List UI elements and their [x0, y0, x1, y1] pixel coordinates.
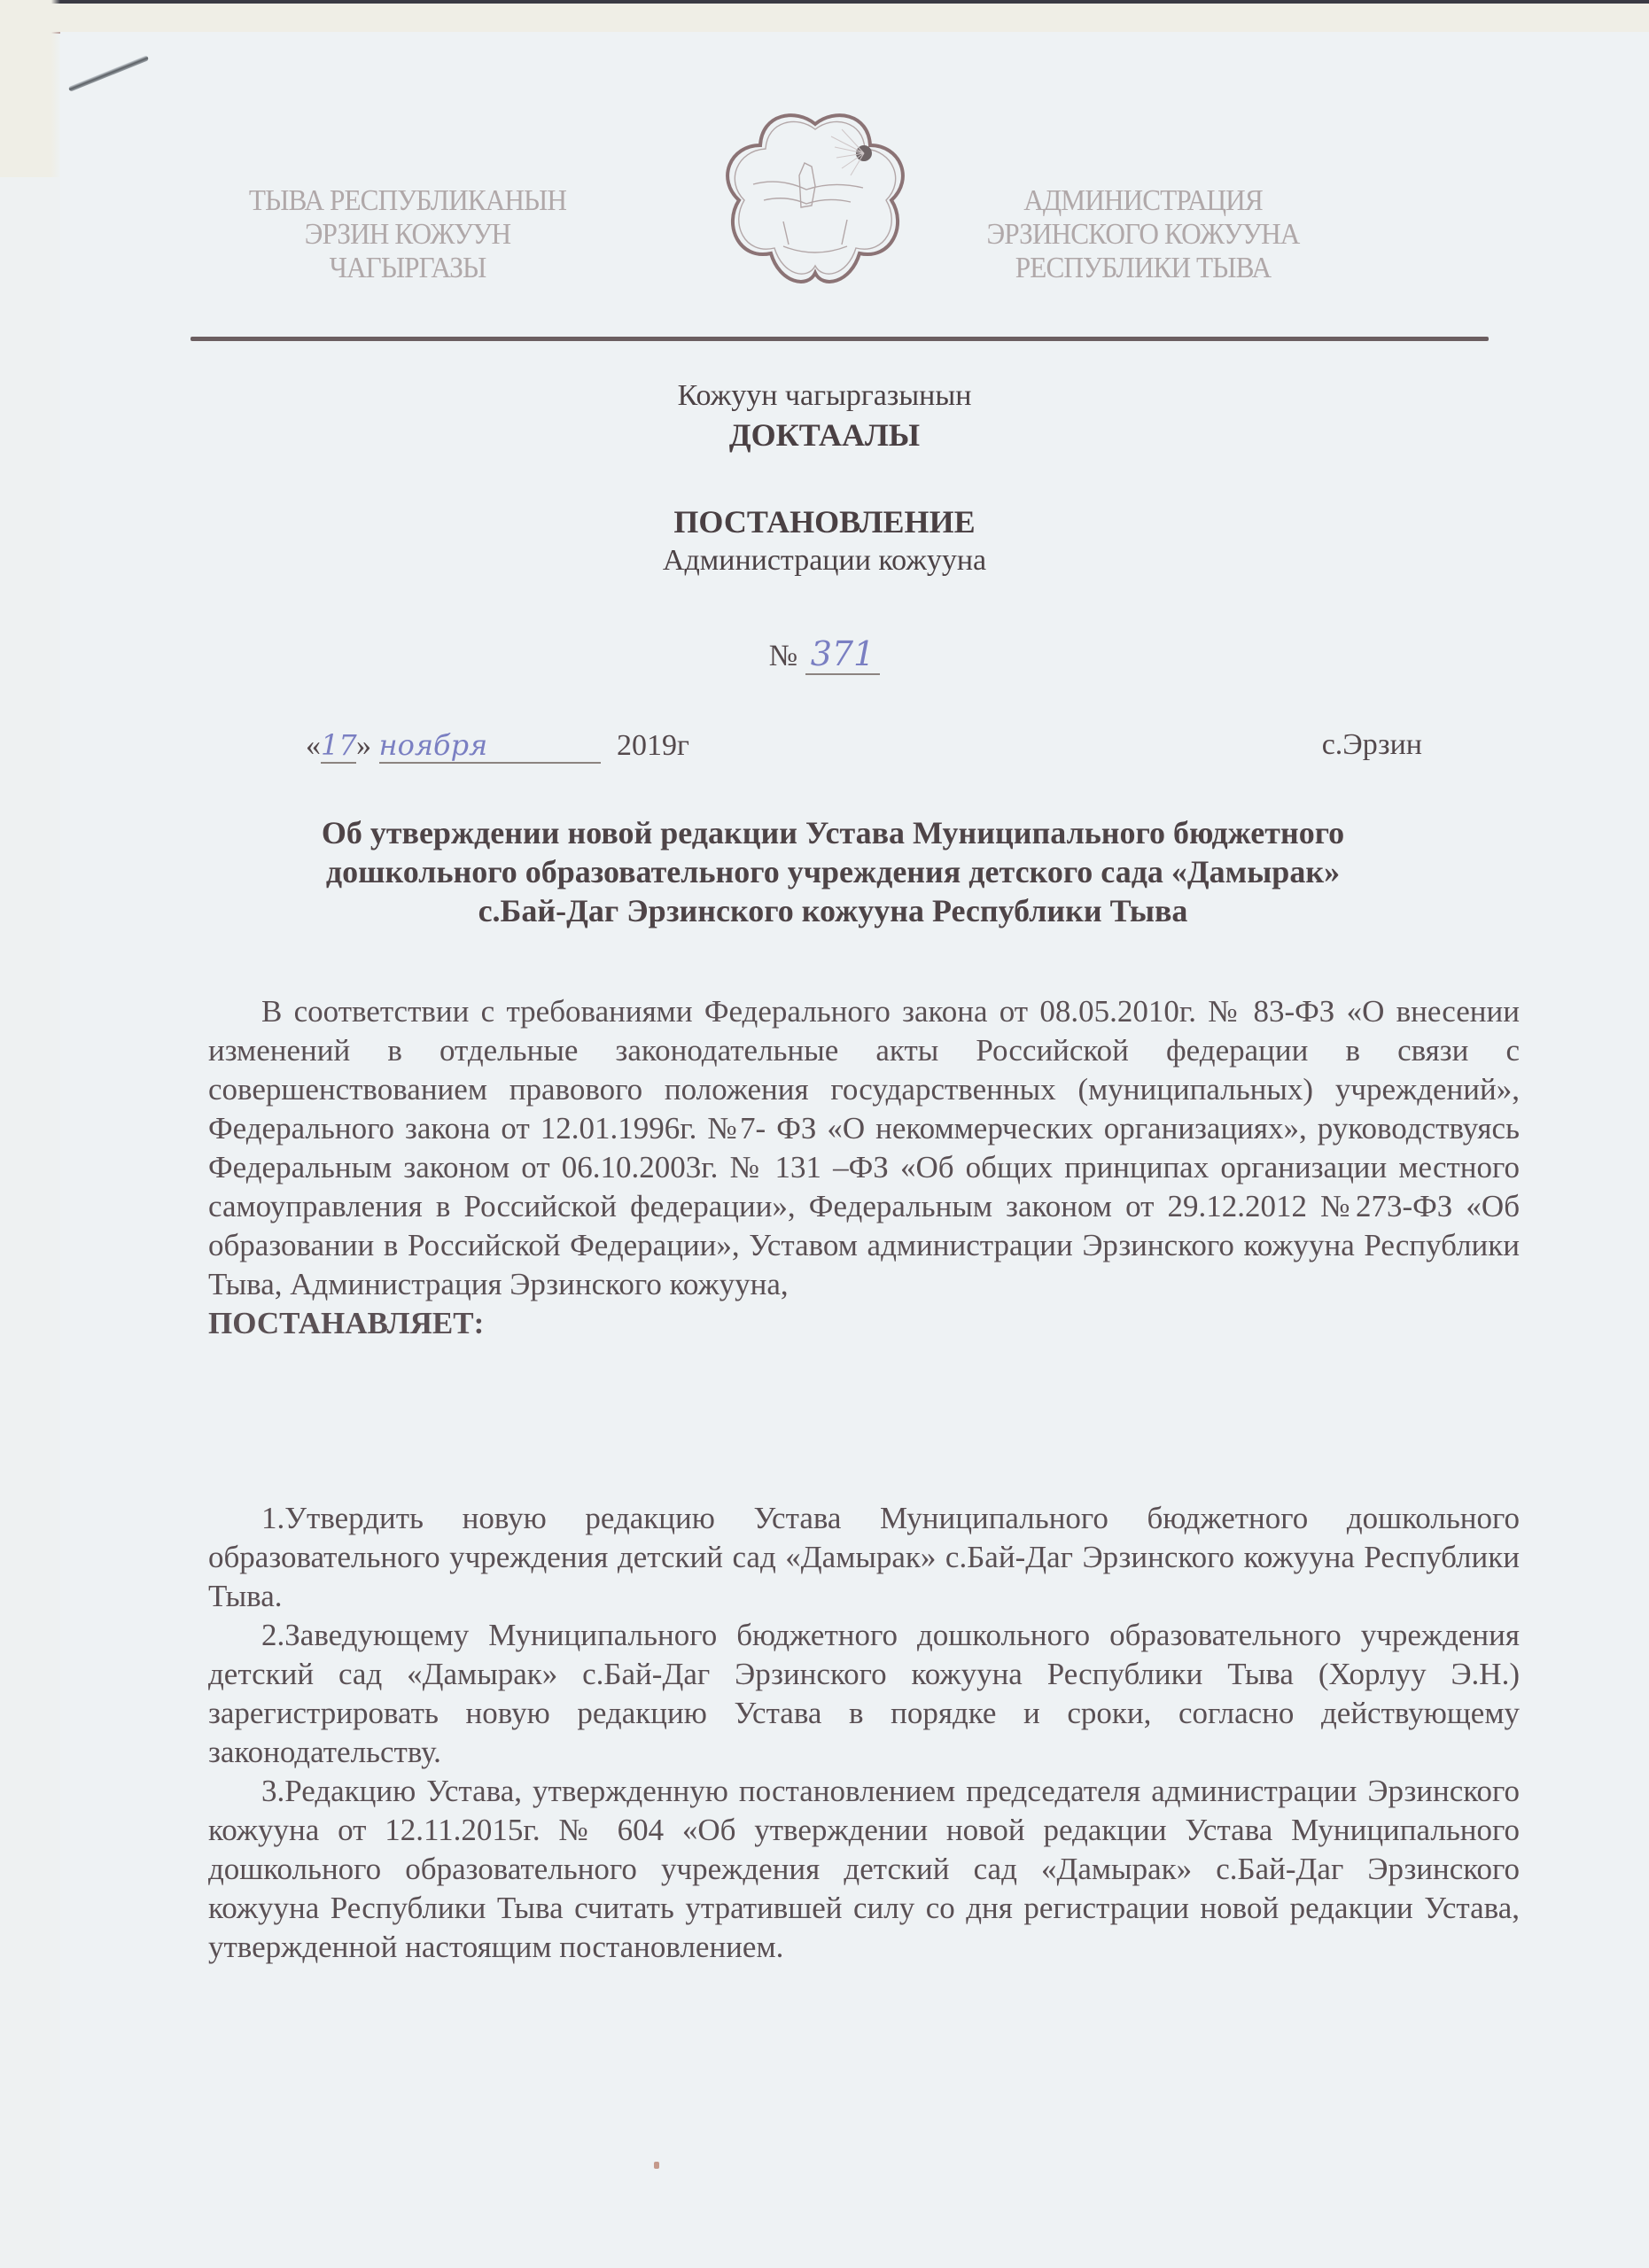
tuva-emblem-icon [718, 105, 913, 295]
title-line: дошкольного образовательного учреждения детского сада «Дамырак» [325, 854, 1341, 889]
date-day: 17 [321, 728, 357, 762]
scanner-side-edge [0, 0, 60, 177]
number-label: № [768, 640, 798, 672]
preamble-text [208, 992, 1520, 1304]
resolution-title [222, 813, 1444, 930]
letterhead-tuvan [196, 184, 619, 285]
letterhead-tuvan-line: ТЫВА РЕСПУБЛИКАНЫН [248, 184, 567, 217]
tuvan-title: ДОКТААЛЫ [728, 417, 921, 453]
preamble [208, 992, 1520, 1343]
letterhead-divider [191, 337, 1489, 341]
tuvan-subtitle: Кожуун чагыргазынын [677, 379, 972, 412]
date-year: 2019г [617, 729, 689, 762]
date-month: ноября [379, 728, 601, 764]
scanner-frame-edge [0, 0, 1649, 34]
resolution-items [208, 1499, 1520, 1967]
preamble-body: В соответствии с требованиями Федерального закона от 08.05.2010г. № 83-ФЗ «О внесении изменений в отдельные законодательные акты Российской федерации в связи с совершенствованием правового положения государственных (муниципальных) учреждений», Федерального закона от 12.01.1996г. №7- ФЗ «О некоммерческих организациях», руководствуясь Федеральным законом от 06.10.2003г. № 131 –ФЗ «Об общих принципах организации местного самоуправления в Российской федерации», Федеральным законом от 29.12.2012 №273-ФЗ «Об образовании в Российской Федерации», Уставом администрации Эрзинского кожууна Республики Тыва, Администрация Эрзинского кожууна, [208, 994, 1520, 1301]
letterhead-tuvan-line: ЧАГЫРГАЗЫ [329, 252, 486, 284]
date-place-row [306, 728, 1502, 773]
letterhead-russian-line: ЭРЗИНСКОГО КОЖУУНА [986, 218, 1300, 251]
date-open-quote: « [306, 729, 321, 762]
letterhead-tuvan-line: ЭРЗИН КОЖУУН [304, 218, 511, 251]
letterhead-russian-line: АДМИНИСТРАЦИЯ [1023, 184, 1263, 217]
document-number [0, 634, 1649, 675]
resolution-item-2: 2.Заведующему Муниципального бюджетного дошкольного образовательного учреждения детский сад «Дамырак» с.Бай-Даг Эрзинского кожууна Республики Тыва (Хорлуу Э.Н.) зарегистрировать новую редакцию Устава в порядке и сроки, согласно действующему законодательству. [208, 1618, 1520, 1769]
letterhead-russian-line: РЕСПУБЛИКИ ТЫВА [1015, 252, 1272, 284]
title-line: Об утверждении новой редакции Устава Муниципального бюджетного [321, 815, 1345, 850]
russian-title: ПОСТАНОВЛЕНИЕ [673, 504, 976, 540]
decree-word: ПОСТАНАВЛЯЕТ: [208, 1306, 485, 1340]
russian-subtitle: Администрации кожууна [662, 544, 987, 577]
number-value: 371 [805, 634, 881, 675]
letterhead-russian [931, 184, 1355, 285]
resolution-item-1: 1.Утвердить новую редакцию Устава Муниципального бюджетного дошкольного образовательного учреждения детский сад «Дамырак» с.Бай-Даг Эрзинского кожууна Республики Тыва. [208, 1501, 1520, 1613]
resolution-item-3: 3.Редакцию Устава, утвержденную постановлением председателя администрации Эрзинского кожууна от 12.11.2015г. № 604 «Об утверждении новой редакции Устава Муниципального дошкольного образовательного учреждения детский сад «Дамырак» с.Бай-Даг Эрзинского кожууна Республики Тыва считать утратившей силу со дня регистрации новой редакции Устава, утвержденной настоящим постановлением. [208, 1774, 1520, 1964]
ink-smudge [654, 2162, 659, 2169]
place-name: с.Эрзин [1321, 728, 1422, 761]
date-close-quote: » [356, 729, 371, 762]
title-line: с.Бай-Даг Эрзинского кожууна Республики Тыва [478, 893, 1188, 928]
